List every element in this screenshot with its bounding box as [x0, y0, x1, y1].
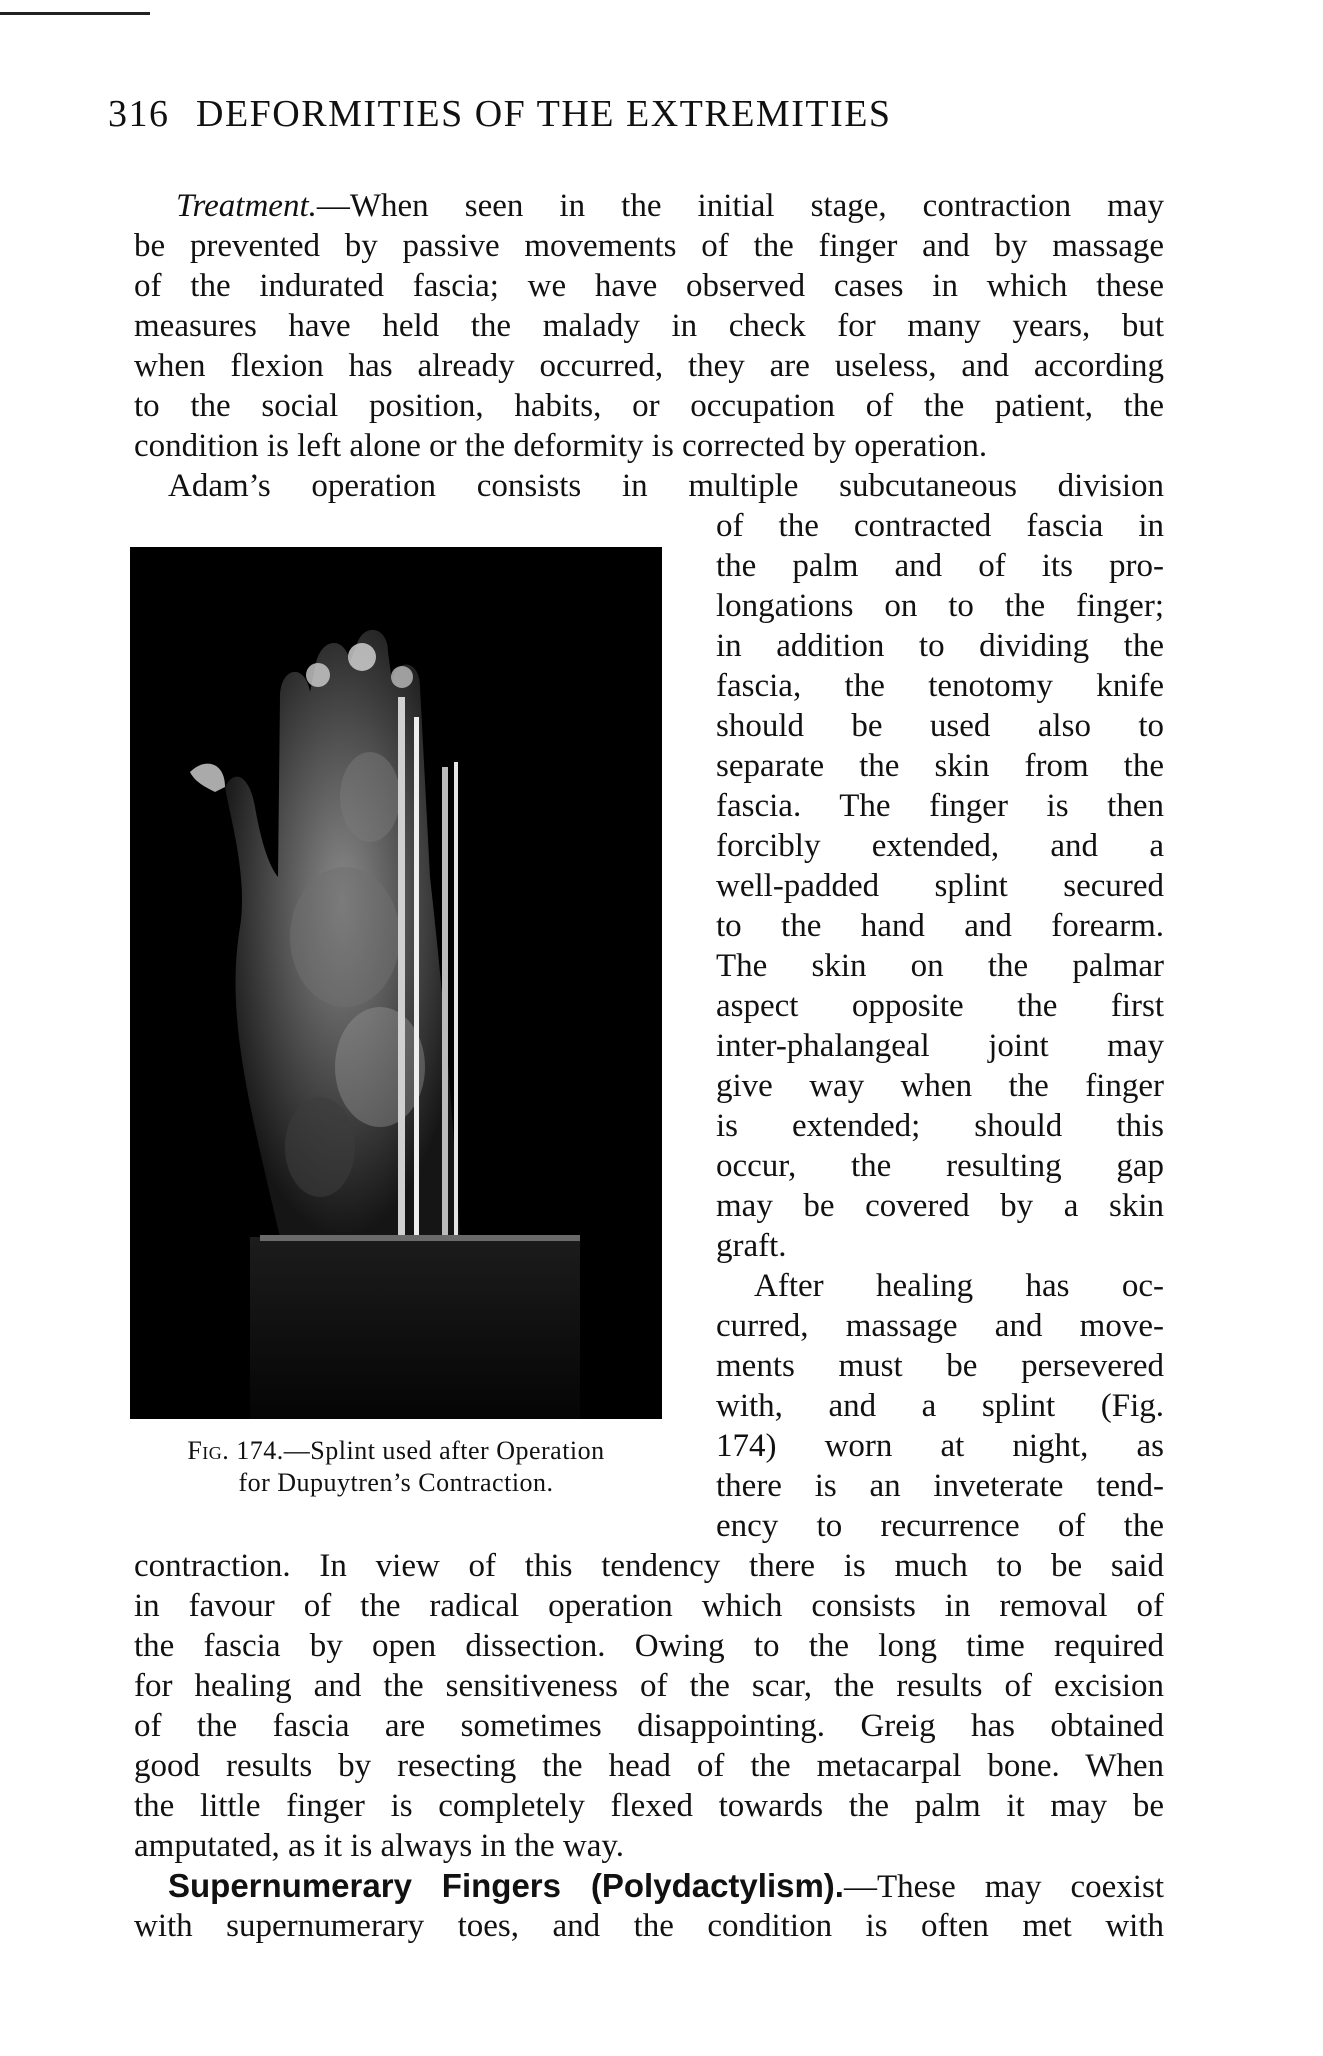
wrap-line: forcibly extended, and a — [716, 828, 1164, 864]
wrap-line: aspect opposite the first — [716, 988, 1164, 1024]
wrap-line: should be used also to — [716, 708, 1164, 744]
wrap-line: longations on to the finger; — [716, 588, 1164, 624]
wrap-line: of the contracted fascia in — [716, 508, 1164, 544]
wrap-line: ments must be persevered — [716, 1348, 1164, 1384]
paragraph-line: contraction. In view of this tendency there is much to be said — [134, 1548, 1164, 1584]
paragraph-line: be prevented by passive movements of the finger and by massage — [134, 228, 1164, 264]
figure-caption-line-1: Fig. 174.—Splint used after Operation — [187, 1436, 605, 1465]
paragraph-line: Adam’s operation consists in multiple subcutaneous division — [168, 468, 1164, 504]
wrap-line: separate the skin from the — [716, 748, 1164, 784]
wrap-line: fascia, the tenotomy knife — [716, 668, 1164, 704]
paragraph-line: of the fascia are sometimes disappointing. Greig has obtained — [134, 1708, 1164, 1744]
section-first-line: Supernumerary Fingers (Polydactylism).—These may coexist — [168, 1867, 1164, 1905]
wrap-line: ency to recurrence of the — [716, 1508, 1164, 1544]
wrap-line: is extended; should this — [716, 1108, 1164, 1144]
paragraph-line: when flexion has already occurred, they are useless, and according — [134, 348, 1164, 384]
section-heading: Supernumerary Fingers (Polydactylism). — [168, 1867, 844, 1904]
wrap-line: there is an inveterate tend- — [716, 1468, 1164, 1504]
paragraph-line: measures have held the malady in check for many years, but — [134, 308, 1164, 344]
paragraph-line: with supernumerary toes, and the condition is often met with — [134, 1908, 1164, 1944]
paragraph-line: the fascia by open dissection. Owing to the long time required — [134, 1628, 1164, 1664]
treatment-heading: Treatment. — [176, 188, 317, 224]
wrap-line: inter-phalangeal joint may — [716, 1028, 1164, 1064]
wrap-line: the palm and of its pro- — [716, 548, 1164, 584]
running-header — [108, 92, 892, 136]
wrap-line: 174) worn at night, as — [716, 1428, 1164, 1464]
hand-splint-photograph — [130, 547, 662, 1419]
wrap-line: to the hand and forearm. — [716, 908, 1164, 944]
wrap-line: The skin on the palmar — [716, 948, 1164, 984]
hand-splint-image — [130, 547, 662, 1419]
wrap-line: may be covered by a skin — [716, 1188, 1164, 1224]
wrap-line: fascia. The finger is then — [716, 788, 1164, 824]
paragraph-line: the little finger is completely flexed towards the palm it may be — [134, 1788, 1164, 1824]
paragraph-line: for healing and the sensitiveness of the scar, the results of excision — [134, 1668, 1164, 1704]
wrap-line: curred, massage and move- — [716, 1308, 1164, 1344]
scan-edge-rule — [0, 12, 150, 15]
wrap-line: with, and a splint (Fig. — [716, 1388, 1164, 1424]
paragraph-line: condition is left alone or the deformity is corrected by operation. — [134, 428, 988, 464]
wrap-line: graft. — [716, 1228, 787, 1264]
paragraph-line: to the social position, habits, or occupation of the patient, the — [134, 388, 1164, 424]
wrap-line: give way when the finger — [716, 1068, 1164, 1104]
figure-caption-line-2: for Dupuytren’s Contraction. — [238, 1468, 554, 1497]
running-title: DEFORMITIES OF THE EXTREMITIES — [196, 93, 892, 135]
paragraph-line: Treatment.—When seen in the initial stage, contraction may — [176, 188, 1164, 224]
wrap-line: in addition to dividing the — [716, 628, 1164, 664]
paragraph-line: of the indurated fascia; we have observed cases in which these — [134, 268, 1164, 304]
wrap-line: After healing has oc- — [754, 1268, 1164, 1304]
wrap-line: occur, the resulting gap — [716, 1148, 1164, 1184]
paragraph-line: good results by resecting the head of the metacarpal bone. When — [134, 1748, 1164, 1784]
wrap-line: well-padded splint secured — [716, 868, 1164, 904]
figure-label: Fig. 174. — [187, 1436, 284, 1465]
page-number: 316 — [108, 93, 170, 135]
paragraph-line: in favour of the radical operation which consists in removal of — [134, 1588, 1164, 1624]
paragraph-line: amputated, as it is always in the way. — [134, 1828, 624, 1864]
